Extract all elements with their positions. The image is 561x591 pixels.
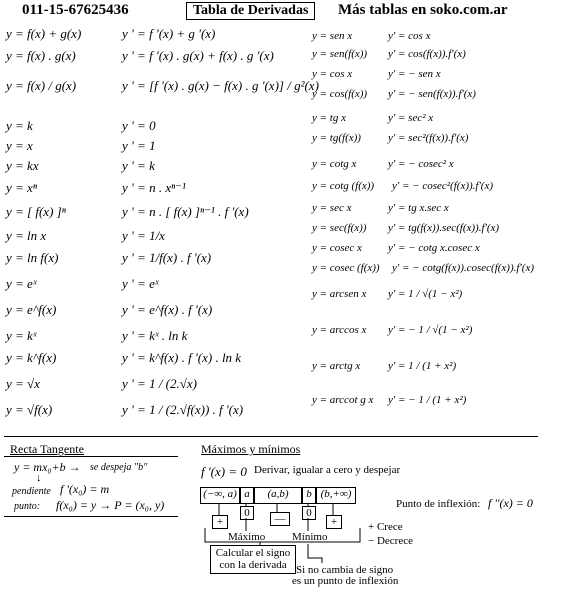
- left-derivative: y ' = kˣ . ln k: [122, 328, 188, 343]
- left-derivative: y ' = eˣ: [122, 276, 159, 291]
- right-function: y = cosec (f(x)): [312, 262, 380, 274]
- left-derivative: y ' = 1: [122, 138, 156, 153]
- right-function: y = arccos x: [312, 324, 367, 336]
- interval-cell: a: [240, 487, 254, 504]
- tangent-despeja: se despeja "b": [90, 462, 148, 473]
- left-function: y = e^f(x): [6, 302, 57, 317]
- right-derivative: y' = sec² x: [388, 112, 434, 124]
- maximo-label: Máximo: [228, 531, 266, 543]
- no-change-note-2: es un punto de inflexión: [292, 575, 399, 587]
- right-derivative: y' = − cotg x.cosec x: [388, 242, 480, 254]
- left-function: y = [ f(x) ]ⁿ: [6, 204, 66, 219]
- right-function: y = cos x: [312, 68, 353, 80]
- maxmin-step-text: Derivar, igualar a cero y despejar: [254, 464, 401, 476]
- left-function: y = √f(x): [6, 402, 53, 417]
- left-function: y = ln f(x): [6, 250, 59, 265]
- right-derivative: y' = − cosec²(f(x)).f'(x): [392, 180, 494, 192]
- punto-equation: f(x₀) = y → P = (x₀, y): [56, 498, 165, 512]
- right-function: y = tg(f(x)): [312, 132, 361, 144]
- inflexion-equation: f ''(x) = 0: [488, 496, 533, 510]
- left-derivative: y ' = f '(x) . g(x) + f(x) . g '(x): [122, 48, 274, 63]
- left-derivative: y ' = [f '(x) . g(x) − f(x) . g '(x)] / g²(x): [122, 78, 319, 93]
- right-derivative: y' = 1 / (1 + x²): [388, 360, 457, 372]
- right-derivative: y' = − cotg(f(x)).cosec(f(x)).f'(x): [392, 262, 534, 274]
- left-derivative: y ' = k^f(x) . f '(x) . ln k: [122, 350, 242, 365]
- legend-plus: + Crece: [368, 521, 403, 533]
- right-function: y = sen(f(x)): [312, 48, 368, 60]
- no-change-note-1: Si no cambia de signo: [296, 564, 394, 576]
- left-function: y = k^f(x): [6, 350, 57, 365]
- right-function: y = cotg (f(x)): [312, 180, 375, 192]
- interval-cell: (b,+∞): [316, 487, 356, 504]
- tangent-equation: y = mx₀+b →: [14, 460, 81, 474]
- left-derivative: y ' = 1 / (2.√x): [122, 376, 197, 391]
- left-derivative: y ' = 0: [122, 118, 156, 133]
- inflexion-label: Punto de inflexión:: [396, 498, 481, 510]
- left-function: y = kˣ: [6, 328, 37, 343]
- minimo-label: Mínimo: [292, 531, 328, 543]
- sign-cell: +: [326, 515, 342, 529]
- sign-cell: +: [212, 515, 228, 529]
- down-arrow-icon: ↓: [36, 472, 42, 484]
- left-derivative: y ' = n . xⁿ⁻¹: [122, 180, 186, 195]
- left-function: y = √x: [6, 376, 40, 391]
- pendiente-label: pendiente: [12, 486, 51, 497]
- interval-cell: (−∞, a): [200, 487, 240, 504]
- left-function: y = f(x) / g(x): [6, 78, 77, 93]
- right-function: y = cosec x: [312, 242, 362, 254]
- right-function: y = cos(f(x)): [312, 88, 368, 100]
- left-derivative: y ' = n . [ f(x) ]ⁿ⁻¹ . f '(x): [122, 204, 249, 219]
- pendiente-equation: f '(x₀) = m: [60, 482, 110, 496]
- right-function: y = tg x: [312, 112, 346, 124]
- left-function: y = x: [6, 138, 33, 153]
- calc-sign-note-line2: con la derivada: [219, 559, 287, 571]
- left-derivative: y ' = 1/f(x) . f '(x): [122, 250, 212, 265]
- right-derivative: y' = tg(f(x)).sec(f(x)).f'(x): [388, 222, 500, 234]
- left-function: y = k: [6, 118, 33, 133]
- right-derivative: y' = − cosec² x: [388, 158, 454, 170]
- right-function: y = sec(f(x)): [312, 222, 367, 234]
- left-function: y = f(x) . g(x): [6, 48, 76, 63]
- calc-sign-note-line1: Calcular el signo: [215, 547, 291, 559]
- left-function: y = ln x: [6, 228, 47, 243]
- left-derivative: y ' = 1/x: [122, 228, 165, 243]
- left-function: y = xⁿ: [6, 180, 37, 195]
- interval-cell: (a,b): [254, 487, 302, 504]
- right-derivative: y' = − 1 / √(1 − x²): [388, 324, 473, 336]
- right-function: y = cotg x: [312, 158, 357, 170]
- right-function: y = sec x: [312, 202, 352, 214]
- phone-number: 011-15-67625436: [22, 2, 129, 18]
- more-tables-link[interactable]: Más tablas en soko.com.ar: [338, 2, 508, 18]
- right-derivative: y' = tg x.sec x: [388, 202, 449, 214]
- right-derivative: y' = cos(f(x)).f'(x): [388, 48, 466, 60]
- tangent-title: Recta Tangente: [10, 442, 84, 456]
- left-derivative: y ' = 1 / (2.√f(x)) . f '(x): [122, 402, 244, 417]
- legend-minus: − Decrece: [368, 535, 413, 547]
- punto-label: punto:: [14, 501, 41, 512]
- left-derivative: y ' = f '(x) + g '(x): [122, 26, 216, 41]
- page-title: Tabla de Derivadas: [186, 2, 315, 20]
- left-derivative: y ' = e^f(x) . f '(x): [122, 302, 213, 317]
- right-derivative: y' = 1 / √(1 − x²): [388, 288, 463, 300]
- right-function: y = arctg x: [312, 360, 361, 372]
- right-derivative: y' = cos x: [388, 30, 431, 42]
- maxmin-title: Máximos y mínimos: [201, 442, 301, 456]
- left-function: y = f(x) + g(x): [6, 26, 82, 41]
- right-function: y = arccot g x: [312, 394, 374, 406]
- sign-cell: —: [270, 512, 290, 526]
- right-derivative: y' = − sen(f(x)).f'(x): [388, 88, 476, 100]
- left-function: y = kx: [6, 158, 39, 173]
- sign-cell: 0: [302, 506, 316, 520]
- left-function: y = eˣ: [6, 276, 37, 291]
- interval-cell: b: [302, 487, 316, 504]
- right-derivative: y' = − 1 / (1 + x²): [388, 394, 467, 406]
- right-derivative: y' = − sen x: [388, 68, 441, 80]
- left-derivative: y ' = k: [122, 158, 155, 173]
- sign-cell: 0: [240, 506, 254, 520]
- right-function: y = arcsen x: [312, 288, 367, 300]
- maxmin-step-eq: f '(x) = 0: [201, 464, 247, 479]
- right-derivative: y' = sec²(f(x)).f'(x): [388, 132, 469, 144]
- right-function: y = sen x: [312, 30, 353, 42]
